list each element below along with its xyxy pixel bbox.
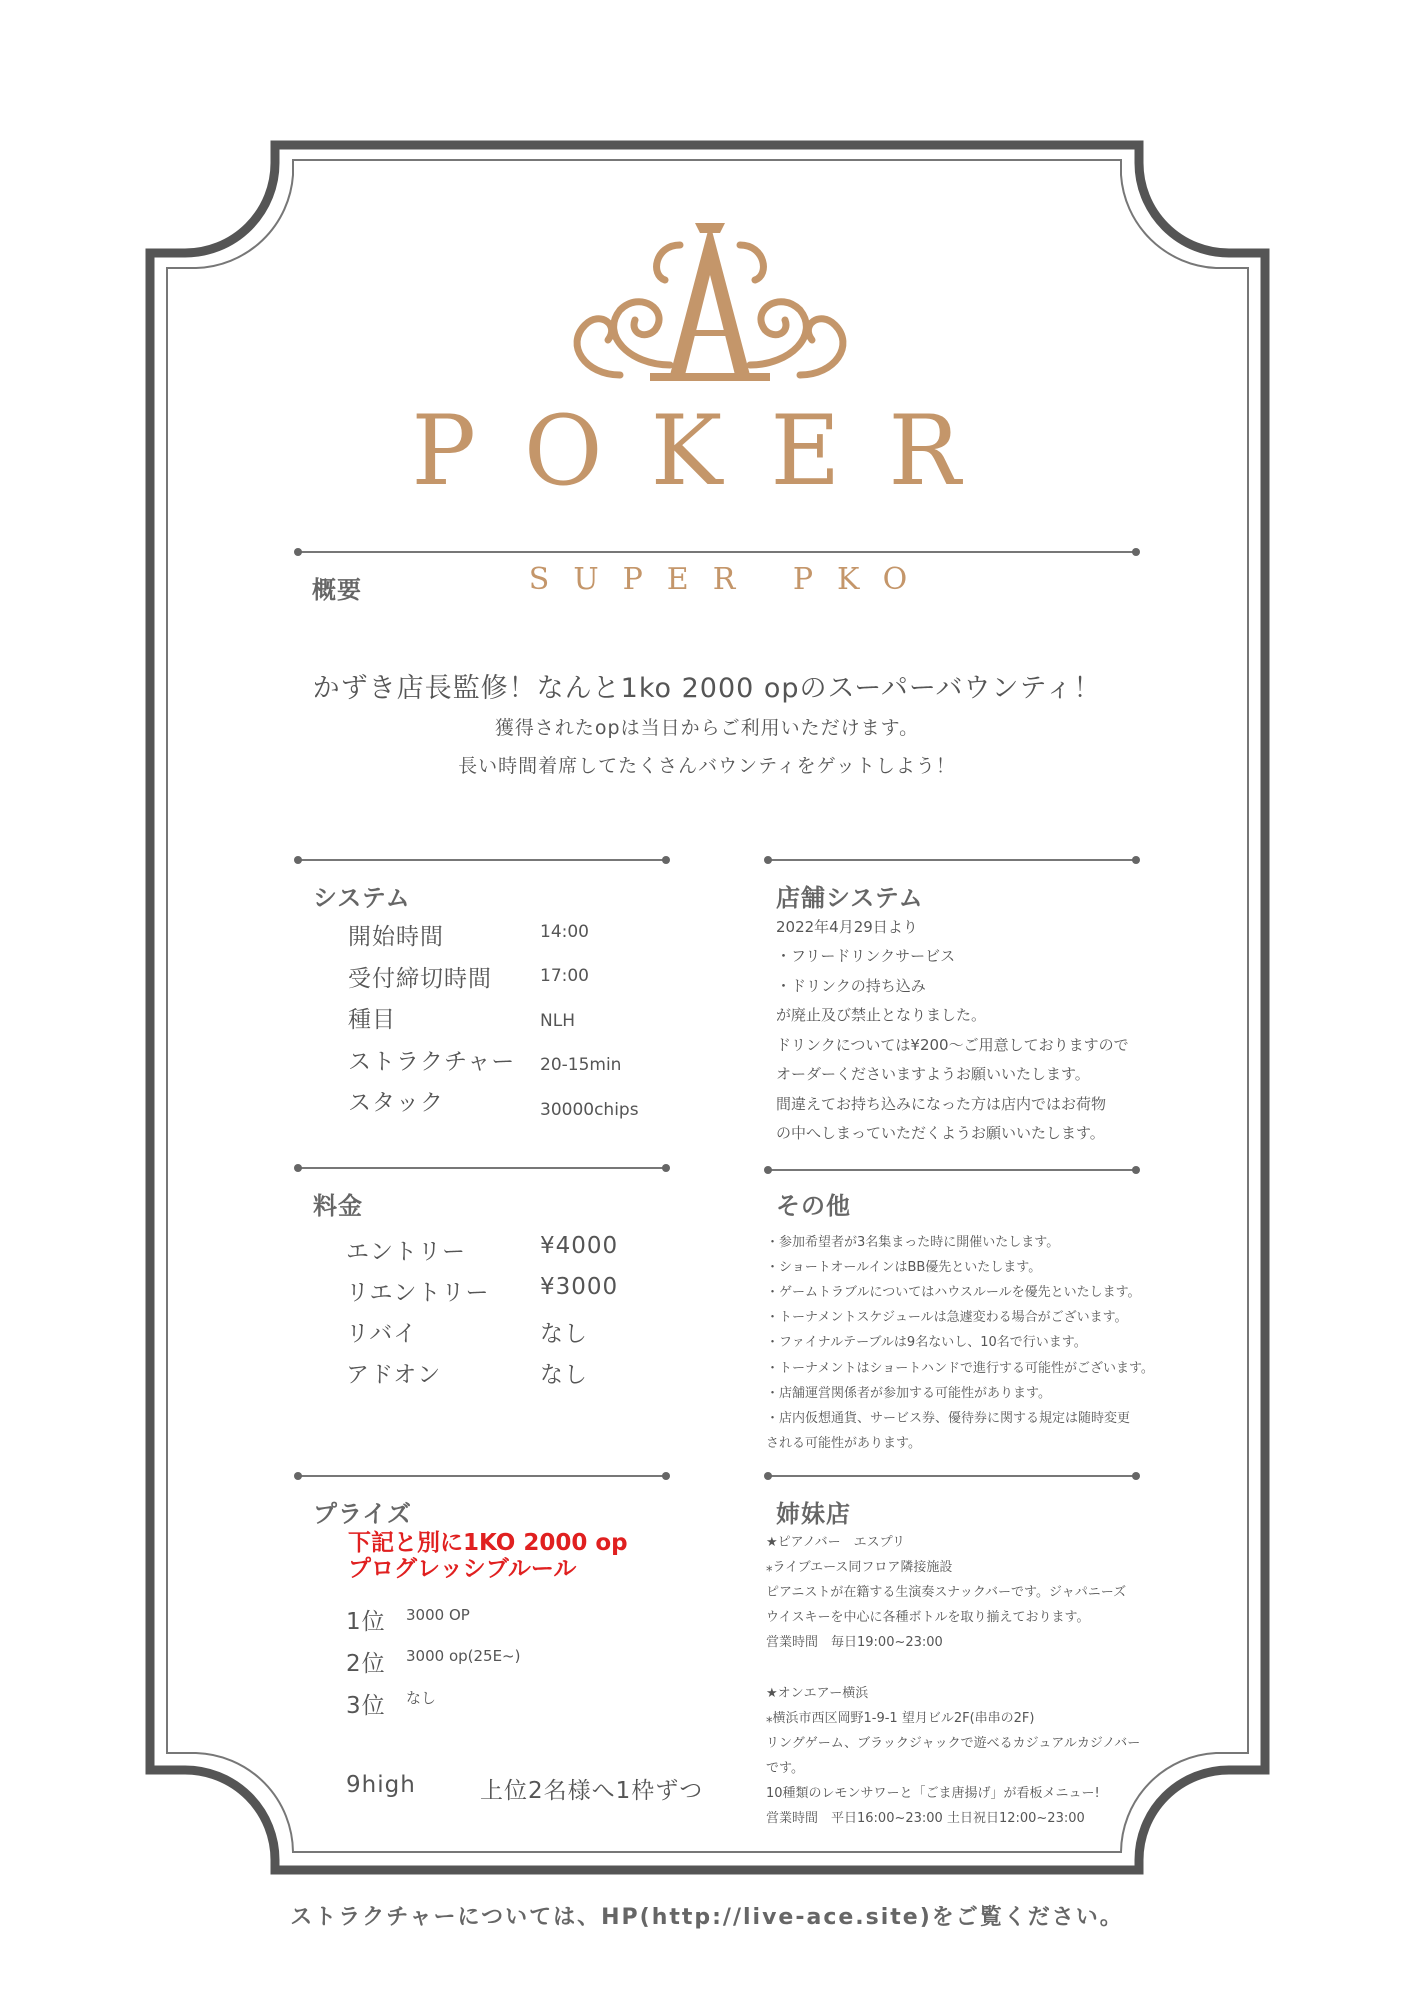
prize-rank: 1位 — [346, 1609, 386, 1635]
store-system-line: が廃止及び禁止となりました。 — [776, 1006, 987, 1024]
other-line: ・トーナメントスケジュールは急遽変わる場合がございます。 — [766, 1310, 1128, 1325]
store-system-line: ・フリードリンクサービス — [776, 947, 956, 965]
store-system-line: 2022年4月29日より — [776, 918, 918, 936]
sister-line: ピアニストが在籍する生演奏スナックバーです。ジャパニーズ — [766, 1585, 1127, 1600]
sister-line: 10種類のレモンサワーと「ごま唐揚げ」が看板メニュー! — [766, 1786, 1100, 1801]
sister-line: ⁎ライブエース同フロア隣接施設 — [766, 1560, 953, 1575]
sister-line: 営業時間 平日16:00~23:00 土日祝日12:00~23:00 — [766, 1811, 1085, 1826]
system-value: NLH — [540, 1011, 575, 1031]
prize-rank: 2位 — [346, 1651, 386, 1677]
store-system-line: オーダーくださいますようお願いいたします。 — [776, 1065, 1090, 1083]
prize-value: 3000 op(25E~) — [406, 1647, 521, 1665]
divider — [298, 1475, 666, 1477]
divider — [768, 859, 1136, 861]
system-label: 受付締切時間 — [348, 966, 492, 992]
other-heading: その他 — [776, 1192, 851, 1220]
overview-lead: かずき店長監修！なんと1ko 2000 opのスーパーバウンティ！ — [312, 673, 1102, 704]
fee-value: なし — [540, 1321, 588, 1347]
divider — [768, 1475, 1136, 1477]
prize-value: 3000 OP — [406, 1606, 470, 1624]
system-heading: システム — [313, 884, 411, 912]
prize-rank: 3位 — [346, 1693, 386, 1719]
other-line: ・参加希望者が3名集まった時に開催いたします。 — [766, 1235, 1060, 1250]
system-label: 種目 — [348, 1007, 396, 1033]
overview-heading: 概要 — [312, 576, 362, 604]
divider — [298, 1167, 666, 1169]
fees-heading: 料金 — [313, 1192, 363, 1220]
brand-wordmark: POKER — [411, 395, 1009, 507]
nine-high-label: 9high — [346, 1772, 416, 1798]
other-line: される可能性があります。 — [766, 1436, 921, 1451]
sister-line: ★ピアノバー エスプリ — [766, 1535, 906, 1550]
prize-value: なし — [406, 1689, 437, 1707]
divider — [298, 551, 1136, 553]
sister-line: ウイスキーを中心に各種ボトルを取り揃えております。 — [766, 1610, 1090, 1625]
other-line: ・店内仮想通貨、サービス券、優待券に関する規定は随時変更 — [766, 1411, 1131, 1426]
sister-line: リングゲーム、ブラックジャックで遊べるカジュアルカジノバー — [766, 1736, 1141, 1751]
store-system-line: ドリンクについては¥200〜ご用意しておりますので — [776, 1036, 1129, 1054]
sister-heading: 姉妹店 — [776, 1500, 851, 1528]
fee-label: リバイ — [346, 1321, 418, 1347]
fee-value: なし — [540, 1362, 588, 1388]
prize-note: プログレッシブルール — [348, 1556, 577, 1582]
system-label: スタック — [348, 1090, 444, 1116]
system-value: 14:00 — [540, 922, 589, 942]
footer-note: ストラクチャーについては、HP(http://live-ace.site)をご覧ください。 — [290, 1905, 1124, 1930]
sister-line: ⁎横浜市西区岡野1-9-1 望月ビル2F(串串の2F) — [766, 1711, 1035, 1726]
divider — [768, 1169, 1136, 1171]
other-line: ・店舗運営関係者が参加する可能性があります。 — [766, 1386, 1051, 1401]
overview-line-2: 長い時間着席してたくさんバウンティをゲットしよう！ — [458, 755, 956, 777]
fee-value: ¥3000 — [540, 1274, 619, 1300]
other-line: ・ゲームトラブルについてはハウスルールを優先といたします。 — [766, 1285, 1141, 1300]
event-title: SUPER PKO — [528, 562, 932, 597]
prize-note: 下記と別に1KO 2000 op — [348, 1530, 628, 1556]
overview-line-1: 獲得されたopは当日からご利用いただけます。 — [494, 717, 920, 739]
other-line: ・トーナメントはショートハンドで進行する可能性がございます。 — [766, 1361, 1154, 1376]
sister-line: 営業時間 毎日19:00~23:00 — [766, 1635, 943, 1650]
fee-value: ¥4000 — [540, 1233, 619, 1259]
fee-label: アドオン — [346, 1362, 442, 1388]
system-value: 17:00 — [540, 966, 589, 986]
divider — [298, 859, 666, 861]
system-value: 30000chips — [540, 1100, 639, 1120]
prizes-heading: プライズ — [313, 1500, 413, 1528]
ace-logo-icon — [560, 215, 860, 395]
system-value: 20-15min — [540, 1055, 622, 1075]
sister-line: です。 — [766, 1761, 804, 1776]
fee-label: エントリー — [346, 1239, 466, 1265]
system-label: 開始時間 — [348, 924, 444, 950]
system-label: ストラクチャー — [348, 1049, 516, 1075]
nine-high-text: 上位2名様へ1枠ずつ — [480, 1778, 704, 1804]
store-system-heading: 店舗システム — [776, 884, 924, 912]
sister-line: ★オンエアー横浜 — [766, 1686, 869, 1701]
other-line: ・ショートオールインはBB優先といたします。 — [766, 1260, 1042, 1275]
store-system-line: 間違えてお持ち込みになった方は店内ではお荷物 — [776, 1095, 1107, 1113]
fee-label: リエントリー — [346, 1280, 490, 1306]
store-system-line: の中へしまっていただくようお願いいたします。 — [776, 1124, 1105, 1142]
other-line: ・ファイナルテーブルは9名ないし、10名で行います。 — [766, 1335, 1087, 1350]
store-system-line: ・ドリンクの持ち込み — [776, 977, 926, 995]
